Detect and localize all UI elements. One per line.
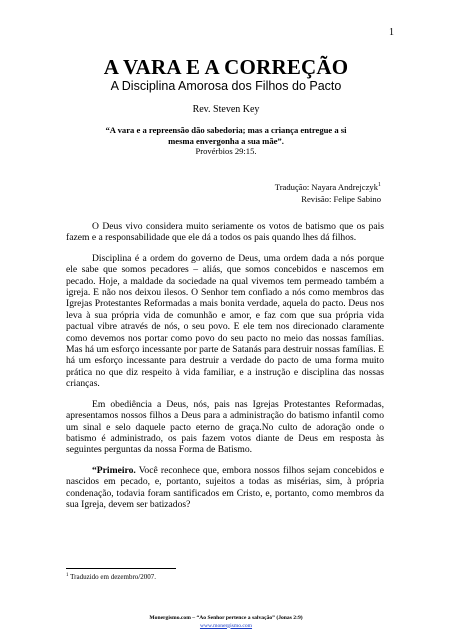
footnote-text: Traduzido em dezembro/2007. [68, 573, 156, 581]
translation-credit [275, 181, 381, 193]
footer-tagline: Monergismo.com – “Ao Senhor pertence a salvação” (Jonas 2:9) [149, 615, 303, 621]
revision-credit: Revisão: Felipe Sabino [301, 194, 381, 204]
primeiro-text: Você reconhece que, embora nossos filhos sejam concebidos e nascidos em pecado, e, portanto, sujeitos a todas as misérias, sim, à própria condenação, todavia foram santificados em Cristo, e, portanto, como membros da sua Igreja, devem ser batizados? [66, 464, 384, 510]
page-number: 1 [389, 27, 394, 38]
document-title: A VARA E A CORREÇÃO [103, 55, 349, 79]
epigraph [100, 125, 352, 157]
translation-credit-text: Tradução: Nayara Andrejczyk [274, 182, 378, 192]
document-subtitle: A Disciplina Amorosa dos Filhos do Pacto [110, 79, 342, 93]
paragraph-4 [66, 465, 384, 511]
footnote-marker[interactable]: 1 [378, 182, 381, 188]
footnote [66, 573, 156, 581]
epigraph-reference: Provérbios 29:15. [195, 146, 257, 156]
paragraph-2: Disciplina é a ordem do governo de Deus, uma ordem dada a nós porque ele sabe que somos pecadores – aliás, que somos concebidos e nascemos em pecado. Hoje, a maldade da sociedade na qual vivemos tem permeado também a igreja. E não nos deixou ilesos. O Senhor tem confiado a nós como membros das Igrejas Protestantes Reformadas a mais bonita verdade, aquela do pacto. Deus nos leva à sua própria vida de comunhão e amor, e faz com que sua própria vida pactual vibre através de nós, o seu povo. E ele tem nos direcionado claramente como devemos nos portar como povo do seu pacto no meio das nossas famílias. Mas há um esforço incessante por parte de Satanás para destruir nossas famílias. E há um esforço incessante para destruir a verdade do pacto de uma forma muito prática no que diz respeito à vida familiar, e a instrução e disciplina das nossas crianças. [66, 252, 384, 390]
page-footer [0, 615, 452, 630]
primeiro-lead: “Primeiro. [92, 464, 136, 476]
author: Rev. Steven Key [192, 104, 260, 115]
footer-link[interactable]: www.monergismo.com [199, 622, 253, 629]
paragraph-3: Em obediência a Deus, nós, pais nas Igrejas Protestantes Reformadas, apresentamos nossos filhos a Deus para a administração do batismo infantil como um sinal e selo daquele pacto eterno de graça.No culto de adoração onde o batismo é administrado, os pais fazem votos diante de Deus em resposta às seguintes perguntas da nossa Forma de Batismo. [66, 398, 384, 456]
footnote-divider [66, 568, 176, 569]
footnote-number: 1 [66, 573, 69, 578]
paragraph-1: O Deus vivo considera muito seriamente os votos de batismo que os pais fazem e a responsabilidade que ele dá a todos os pais quando lhes dá filhos. [66, 221, 384, 244]
body-text [66, 221, 384, 519]
epigraph-quote: “A vara e a repreensão dão sabedoria; mas a criança entregue a si mesma envergonha a sua mãe”. [105, 125, 347, 146]
credits [275, 181, 381, 205]
